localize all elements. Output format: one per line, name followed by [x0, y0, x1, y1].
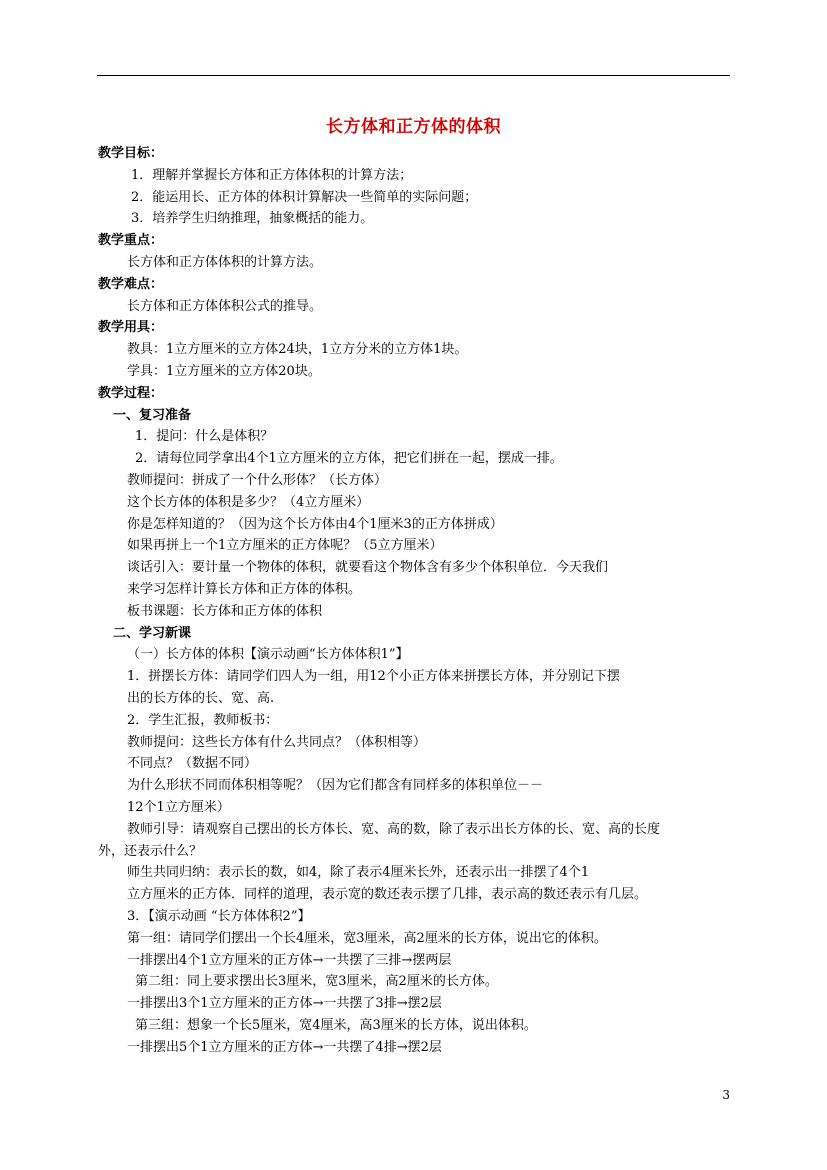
- text-line: 这个长方体的体积是多少？（4立方厘米）: [127, 495, 370, 510]
- text-line: 一排摆出3个1立方厘米的正方体→一共摆了3排→摆2层: [127, 996, 442, 1011]
- text-line: 谈话引入：要计量一个物体的体积，就要看这个物体含有多少个体积单位．今天我们: [127, 560, 609, 575]
- text-line: 长方体和正方体体积的计算方法。: [127, 255, 323, 270]
- text-line: 教师提问：这些长方体有什么共同点？（体积相等）: [127, 735, 427, 750]
- text-line: 1．拼摆长方体：请同学们四人为一组，用12个小正方体来拼摆长方体，并分别记下摆: [127, 669, 620, 684]
- text-line: 第二组：同上要求摆出长3厘米，宽3厘米，高2厘米的长方体。: [135, 974, 498, 989]
- page-number: 3: [722, 1088, 730, 1102]
- text-line: 2．学生汇报，教师板书：: [127, 713, 279, 728]
- text-line: 教具：1立方厘米的立方体24块，1立方分米的立方体1块。: [127, 342, 468, 357]
- header-rule: [97, 75, 730, 76]
- text-line: 第一组：请同学们摆出一个长4厘米，宽3厘米，高2厘米的长方体，说出它的体积。: [127, 931, 607, 946]
- text-line: 1．提问：什么是体积？: [135, 429, 274, 444]
- section-heading: 教学过程：: [98, 386, 164, 401]
- text-line: 3．培养学生归纳推理，抽象概括的能力。: [131, 211, 374, 226]
- text-line: 如果再拼上一个1立方厘米的正方体呢？（5立方厘米）: [127, 538, 443, 553]
- text-line: 板书课题：长方体和正方体的体积: [127, 604, 323, 619]
- text-line: 3．【演示动画 “长方体体积2”】: [127, 909, 311, 924]
- section-heading: 教学难点：: [98, 277, 164, 292]
- text-line: 出的长方体的长、宽、高.: [127, 691, 275, 706]
- text-line: 来学习怎样计算长方体和正方体的体积。: [127, 582, 362, 597]
- text-line: 教师提问：拼成了一个什么形体？（长方体）: [127, 473, 388, 488]
- text-line: 不同点？（数据不同）: [127, 756, 258, 771]
- section-heading: 教学目标：: [98, 146, 164, 161]
- text-line: 12个1立方厘米）: [127, 800, 230, 815]
- section-heading: 一、复习准备: [113, 408, 192, 423]
- text-line: 为什么形状不同而体积相等呢？（因为它们都含有同样多的体积单位－－: [127, 778, 544, 793]
- text-line: 学具：1立方厘米的立方体20块。: [127, 364, 321, 379]
- text-line: （一）长方体的体积【演示动画“长方体体积1”】: [127, 647, 409, 662]
- page-title: 长方体和正方体的体积: [326, 117, 501, 137]
- text-line: 1．理解并掌握长方体和正方体体积的计算方法；: [131, 168, 413, 183]
- text-line: 教师引导：请观察自己摆出的长方体长、宽、高的数，除了表示出长方体的长、宽、高的长度: [127, 822, 661, 837]
- text-line: 2．请每位同学拿出4个1立方厘米的立方体，把它们拼在一起，摆成一排。: [135, 451, 563, 466]
- section-heading: 教学重点：: [98, 233, 164, 248]
- text-line: 外，还表示什么？: [98, 844, 203, 859]
- text-line: 师生共同归纳：表示长的数，如4，除了表示4厘米长外，还表示出一排摆了4个1: [127, 865, 590, 880]
- text-line: 第三组：想象一个长5厘米，宽4厘米，高3厘米的长方体，说出体积。: [135, 1018, 537, 1033]
- text-line: 立方厘米的正方体．同样的道理，表示宽的数还表示摆了几排，表示高的数还表示有几层。: [127, 887, 648, 902]
- text-line: 你是怎样知道的？（因为这个长方体由4个1厘米3的正方体拼成）: [127, 517, 503, 532]
- text-line: 2．能运用长、正方体的体积计算解决一些简单的实际问题；: [131, 190, 478, 205]
- text-line: 一排摆出4个1立方厘米的正方体→一共摆了三排→摆两层: [127, 953, 452, 968]
- section-heading: 二、学习新课: [113, 626, 192, 641]
- section-heading: 教学用具：: [98, 320, 164, 335]
- text-line: 一排摆出5个1立方厘米的正方体→一共摆了4排→摆2层: [127, 1040, 442, 1055]
- text-line: 长方体和正方体体积公式的推导。: [127, 299, 323, 314]
